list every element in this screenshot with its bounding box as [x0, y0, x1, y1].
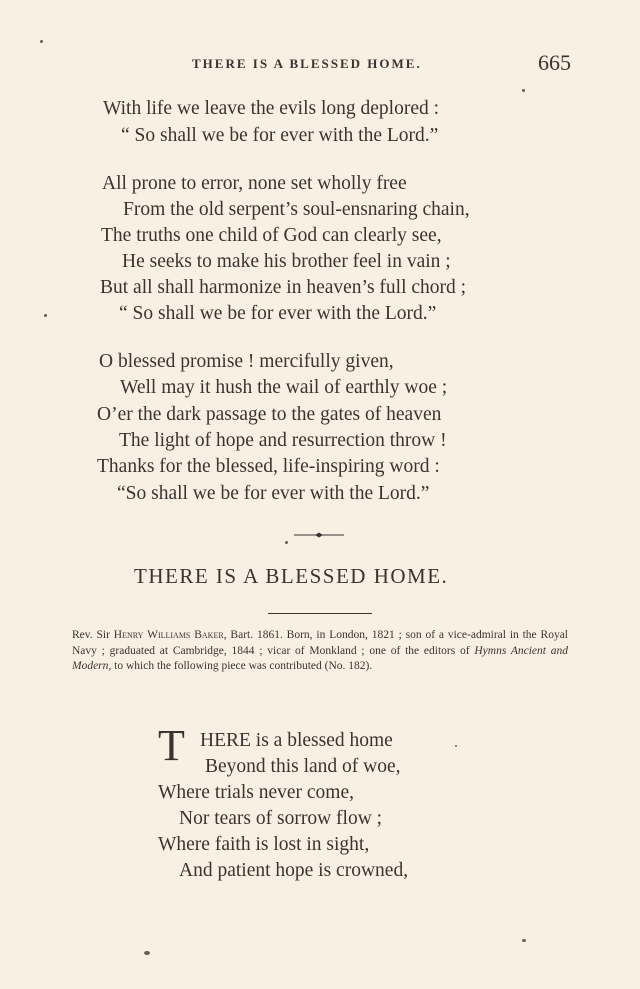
verse-line: From the old serpent’s soul-ensnaring chain,: [123, 199, 470, 220]
verse-line: Beyond this land of woe,: [205, 756, 401, 777]
print-speck: [44, 314, 47, 317]
verse-line: Thanks for the blessed, life-inspiring word :: [97, 456, 440, 477]
bio-text: to which the following piece was contributed (No. 182).: [111, 660, 373, 672]
verse-line: O blessed promise ! mercifully given,: [99, 351, 394, 372]
verse-line: But all shall harmonize in heaven’s full chord ;: [100, 277, 467, 298]
drop-cap: T: [158, 721, 185, 770]
verse-line: Where faith is lost in sight,: [158, 834, 370, 855]
author-note: [72, 628, 568, 675]
verse-line: The truths one child of God can clearly see,: [101, 225, 442, 246]
verse-line: Nor tears of sorrow flow ;: [179, 808, 383, 829]
print-speck: [40, 40, 43, 43]
verse-line: “ So shall we be for ever with the Lord.”: [121, 125, 439, 146]
author-name: Henry Williams Baker: [113, 629, 224, 641]
running-head: THERE IS A BLESSED HOME.: [192, 56, 422, 71]
verse-line: He seeks to make his brother feel in vain ;: [122, 251, 451, 272]
verse-line: And patient hope is crowned,: [179, 860, 409, 881]
verse-line: “ So shall we be for ever with the Lord.”: [119, 303, 437, 324]
book-title: Hymns Ancient and Modern,: [72, 644, 569, 672]
print-speck: [285, 541, 288, 544]
ornament-divider: [294, 532, 344, 538]
verse-line: All prone to error, none set wholly free: [102, 173, 407, 194]
page-number: 665: [538, 50, 571, 75]
verse-line: Well may it hush the wail of earthly woe ;: [120, 377, 448, 398]
verse-line: “So shall we be for ever with the Lord.”: [117, 483, 430, 504]
verse-line: HERE is a blessed home: [200, 730, 393, 751]
verse-line: With life we leave the evils long deplored :: [103, 98, 440, 119]
print-speck: [144, 951, 150, 955]
hymn-title: THERE IS A BLESSED HOME.: [134, 564, 449, 588]
verse-line: O’er the dark passage to the gates of heaven: [97, 404, 442, 425]
verse-line: Where trials never come,: [158, 782, 354, 803]
bio-text: , Bart. 1861. Born, in London, 1821 ; son of a vice-admiral in the Royal Navy ; graduated at Cambridge, 1844 ; vicar of Monkland ; one of the editors of: [72, 629, 568, 657]
print-speck: [455, 745, 457, 747]
print-speck: [522, 89, 525, 92]
verse-line: The light of hope and resurrection throw !: [119, 430, 447, 451]
bio-prefix: Rev. Sir: [72, 629, 114, 641]
title-rule: [268, 613, 372, 614]
print-speck: [522, 939, 526, 942]
